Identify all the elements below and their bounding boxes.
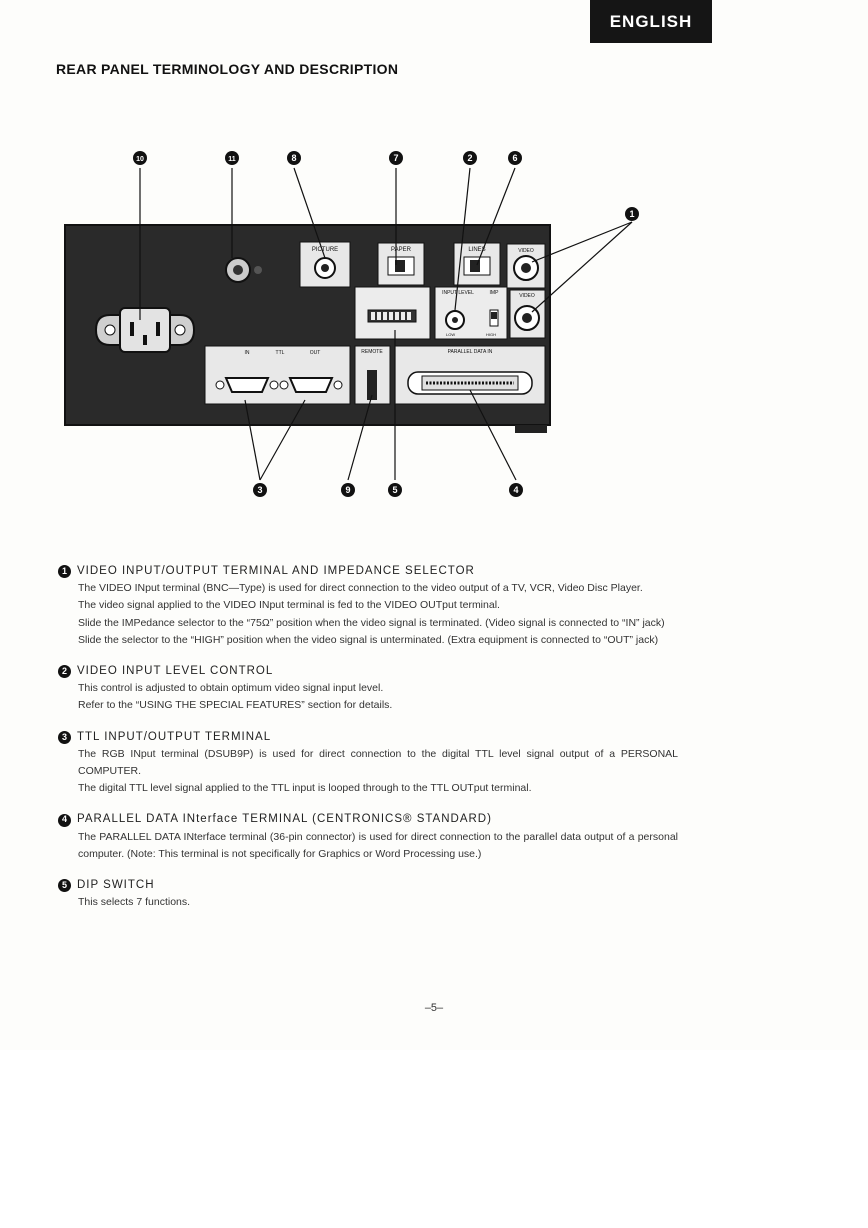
section-body bbox=[58, 580, 678, 649]
number-badge: 2 bbox=[58, 665, 71, 678]
section-body bbox=[58, 746, 678, 798]
lines-label: LINES bbox=[468, 247, 486, 253]
section-heading bbox=[58, 729, 678, 746]
svg-text:7: 7 bbox=[393, 153, 399, 163]
language-tab: ENGLISH bbox=[590, 0, 712, 43]
callout-3 bbox=[253, 483, 267, 497]
section-body bbox=[58, 829, 678, 863]
heading-text: VIDEO INPUT/OUTPUT TERMINAL AND IMPEDANCE SELECTOR bbox=[77, 565, 475, 577]
page-title: REAR PANEL TERMINOLOGY AND DESCRIPTION bbox=[56, 61, 399, 77]
remote-label: REMOTE bbox=[361, 349, 383, 355]
page-number: –5– bbox=[424, 1002, 444, 1014]
callout-9 bbox=[341, 483, 355, 497]
section-heading bbox=[58, 811, 678, 828]
section-dip-switch bbox=[58, 877, 678, 911]
ttl-out-label: OUT bbox=[309, 350, 321, 356]
callout-11 bbox=[225, 151, 239, 165]
svg-text:3: 3 bbox=[257, 485, 263, 495]
number-badge: 4 bbox=[58, 814, 71, 827]
section-video-io bbox=[58, 563, 678, 649]
svg-text:5: 5 bbox=[392, 485, 398, 495]
paragraph: This control is adjusted to obtain optimum video signal input level. bbox=[78, 682, 384, 695]
section-heading bbox=[58, 663, 678, 680]
callout-1 bbox=[625, 207, 639, 221]
heading-text: PARALLEL DATA INterface TERMINAL (CENTRONICS® STANDARD) bbox=[77, 813, 492, 826]
section-heading bbox=[58, 563, 678, 580]
section-input-level bbox=[58, 663, 678, 715]
paragraph: The RGB INput terminal (DSUB9P) is used for direct connection to the digital TTL level signal output of a PERSONAL COMPUTER. bbox=[78, 747, 678, 778]
paragraph: Refer to the “USING THE SPECIAL FEATURES” section for details. bbox=[78, 699, 393, 712]
section-heading bbox=[58, 877, 678, 894]
svg-text:9: 9 bbox=[345, 485, 351, 495]
svg-text:8: 8 bbox=[291, 153, 297, 163]
paragraph: This selects 7 functions. bbox=[78, 896, 191, 909]
paper-label: PAPER bbox=[391, 247, 411, 253]
low-label: LOW bbox=[446, 332, 456, 337]
svg-text:2: 2 bbox=[467, 153, 473, 163]
paragraph: The digital TTL level signal applied to the TTL input is looped through to the TTL OUTput terminal. bbox=[78, 782, 532, 795]
callout-10 bbox=[133, 151, 147, 165]
callout-7 bbox=[389, 151, 403, 165]
svg-text:4: 4 bbox=[513, 485, 519, 495]
ttl-in-label: IN bbox=[244, 350, 250, 356]
paragraph: The VIDEO INput terminal (BNC—Type) is used for direct connection to the video output of a TV, VCR, Video Disc Player. bbox=[78, 582, 643, 595]
section-body bbox=[58, 894, 678, 911]
number-badge: 5 bbox=[58, 879, 71, 892]
svg-text:1: 1 bbox=[629, 209, 635, 219]
ac-power-inlet bbox=[96, 308, 194, 352]
svg-text:6: 6 bbox=[512, 153, 518, 163]
video-in-label: VIDEO bbox=[518, 248, 534, 254]
callout-8 bbox=[287, 151, 301, 165]
paragraph: Slide the IMPedance selector to the “75Ω” position when the video signal is terminated. (Video signal is connected to “IN” jack) bbox=[78, 616, 665, 629]
high-label: HIGH bbox=[486, 332, 496, 337]
heading-text: DIP SWITCH bbox=[77, 879, 155, 892]
paragraph: The video signal applied to the VIDEO INput terminal is fed to the VIDEO OUTput terminal. bbox=[78, 599, 500, 612]
section-ttl bbox=[58, 729, 678, 798]
number-badge: 1 bbox=[58, 565, 71, 578]
callout-5 bbox=[388, 483, 402, 497]
parallel-data-label: PARALLEL DATA IN bbox=[447, 349, 493, 355]
number-badge: 3 bbox=[58, 731, 71, 744]
callout-6 bbox=[508, 151, 522, 165]
heading-text: VIDEO INPUT LEVEL CONTROL bbox=[77, 665, 274, 678]
imp-label: IMP bbox=[489, 290, 499, 296]
descriptions bbox=[58, 563, 678, 925]
paragraph: The PARALLEL DATA INterface terminal (36-pin connector) is used for direct connection to the parallel data output of a personal computer. (Note: This terminal is not specifically for Graphics or Word Processing use.) bbox=[78, 830, 678, 860]
section-parallel bbox=[58, 811, 678, 863]
video-out-label: VIDEO bbox=[519, 293, 535, 299]
heading-text: TTL INPUT/OUTPUT TERMINAL bbox=[77, 730, 272, 743]
picture-label: PICTURE bbox=[311, 247, 339, 253]
input-level-label: INPUT LEVEL bbox=[442, 290, 474, 296]
svg-text:10: 10 bbox=[136, 156, 144, 163]
callout-2 bbox=[463, 151, 477, 165]
paragraph: Slide the selector to the “HIGH” position when the video signal is unterminated. (Extra equipment is connected to “OUT” jack) bbox=[78, 633, 659, 646]
svg-text:11: 11 bbox=[228, 156, 236, 163]
section-body bbox=[58, 680, 678, 714]
ttl-label: TTL bbox=[275, 350, 285, 356]
rear-panel-diagram bbox=[50, 140, 700, 520]
callout-4 bbox=[509, 483, 523, 497]
